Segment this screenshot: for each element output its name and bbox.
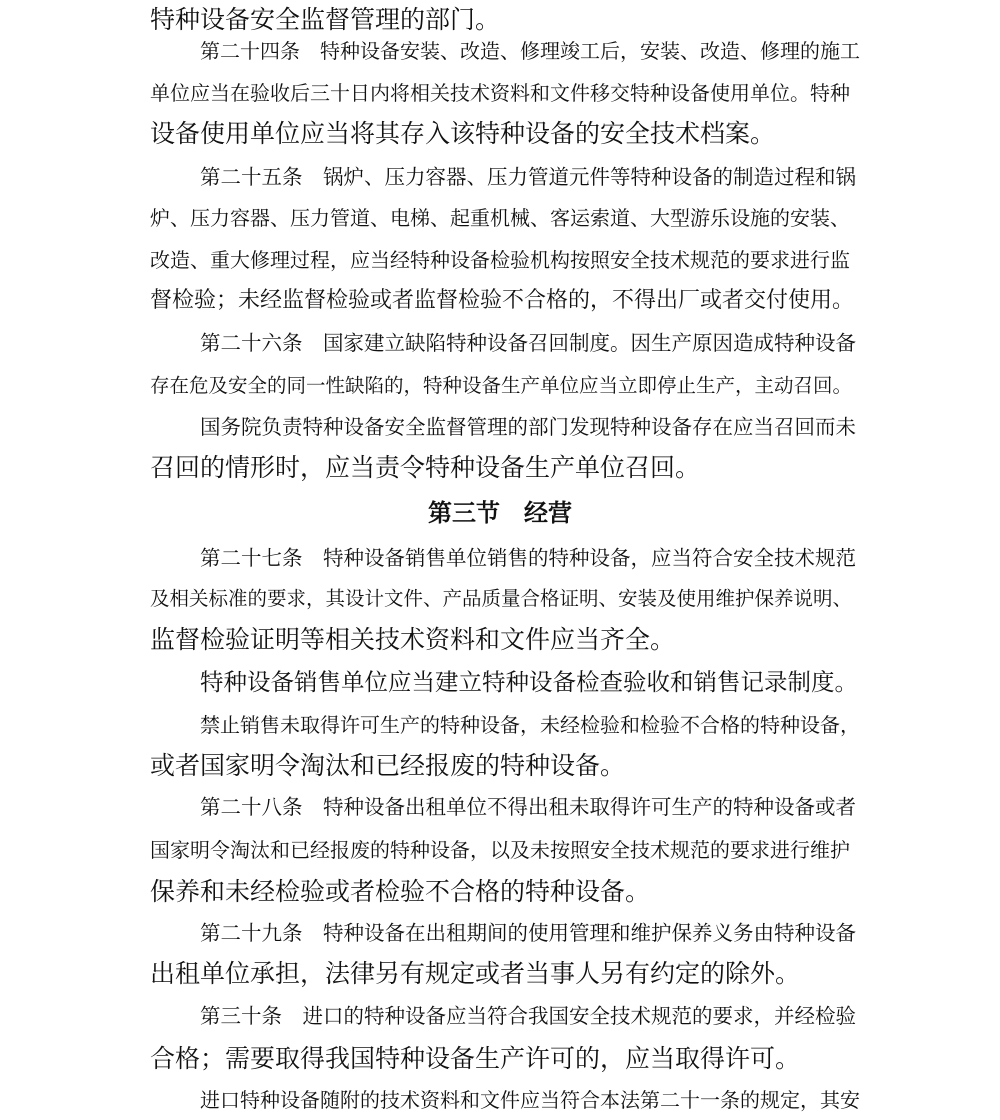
text-line: 存在危及安全的同一性缺陷的，特种设备生产单位应当立即停止生产，主动召回。 [150, 374, 853, 397]
text-line: 合格；需要取得我国特种设备生产许可的，应当取得许可。 [150, 1044, 801, 1073]
article-27-line: 第二十七条 特种设备销售单位销售的特种设备，应当符合安全技术规范 [200, 546, 856, 570]
text-line: 进口特种设备随附的技术资料和文件应当符合本法第二十一条的规定，其安 [200, 1088, 860, 1112]
text-line: 设备使用单位应当将其存入该特种设备的安全技术档案。 [150, 119, 776, 148]
article-30-line: 第三十条 进口的特种设备应当符合我国安全技术规范的要求，并经检验 [200, 1004, 856, 1028]
text-line: 监督检验证明等相关技术资料和文件应当齐全。 [150, 625, 676, 654]
article-28-line: 第二十八条 特种设备出租单位不得出租未取得许可生产的特种设备或者 [200, 795, 856, 819]
text-line: 炉、压力容器、压力管道、电梯、起重机械、客运索道、大型游乐设施的安装、 [150, 206, 850, 230]
text-line: 及相关标准的要求，其设计文件、产品质量合格证明、安装及使用维护保养说明、 [150, 587, 853, 610]
text-line: 国家明令淘汰和已经报废的特种设备，以及未按照安全技术规范的要求进行维护 [150, 838, 850, 862]
article-26-line: 第二十六条 国家建立缺陷特种设备召回制度。因生产原因造成特种设备 [200, 331, 856, 355]
text-line: 或者国家明令淘汰和已经报废的特种设备。 [150, 751, 626, 780]
text-line: 督检验；未经监督检验或者监督检验不合格的，不得出厂或者交付使用。 [150, 288, 855, 313]
text-line: 保养和未经检验或者检验不合格的特种设备。 [150, 877, 651, 906]
text-line: 特种设备销售单位应当建立特种设备检查验收和销售记录制度。 [200, 668, 858, 696]
text-line: 特种设备安全监督管理的部门。 [150, 5, 501, 34]
article-24-line: 第二十四条 特种设备安装、改造、修理竣工后，安装、改造、修理的施工 [200, 39, 860, 63]
text-line: 出租单位承担，法律另有规定或者当事人另有约定的除外。 [150, 959, 801, 988]
text-line: 单位应当在验收后三十日内将相关技术资料和文件移交特种设备使用单位。特种 [150, 81, 850, 105]
text-line: 召回的情形时，应当责令特种设备生产单位召回。 [150, 453, 701, 482]
article-25-line: 第二十五条 锅炉、压力容器、压力管道元件等特种设备的制造过程和锅 [200, 165, 856, 189]
article-29-line: 第二十九条 特种设备在出租期间的使用管理和维护保养义务由特种设备 [200, 921, 856, 945]
text-line: 国务院负责特种设备安全监督管理的部门发现特种设备存在应当召回而未 [200, 415, 856, 439]
text-line: 禁止销售未取得许可生产的特种设备，未经检验和检验不合格的特种设备， [200, 713, 860, 737]
text-line: 改造、重大修理过程，应当经特种设备检验机构按照安全技术规范的要求进行监 [150, 248, 850, 272]
section-heading: 第三节 经营 [428, 499, 572, 527]
